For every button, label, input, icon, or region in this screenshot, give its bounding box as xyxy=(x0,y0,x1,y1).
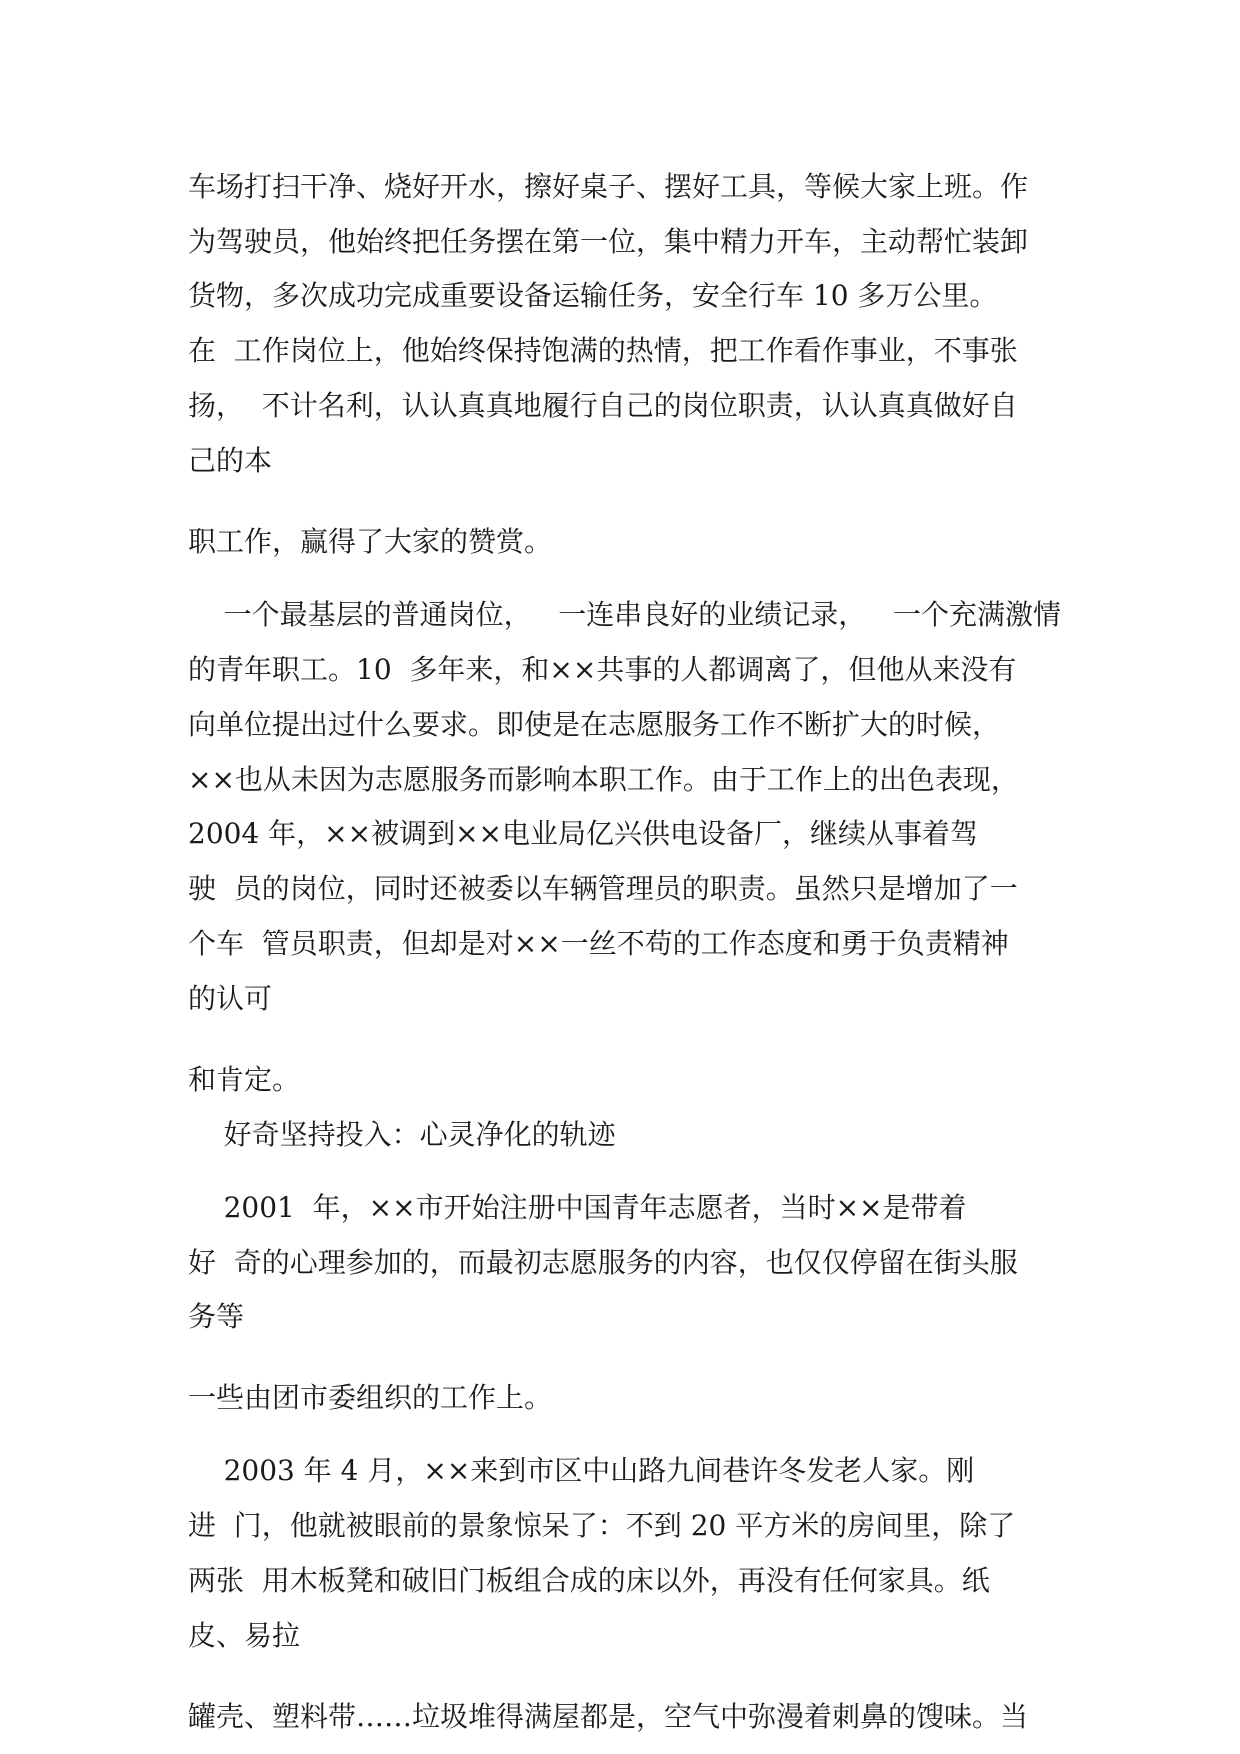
text-line: 一个最基层的普通岗位， 一连串良好的业绩记录， 一个充满激情 xyxy=(188,598,1062,631)
text-line: 车场打扫干净、烧好开水，擦好桌子、摆好工具，等候大家上班。作 xyxy=(188,170,1029,203)
text-line: 皮、易拉 xyxy=(188,1619,301,1652)
text-line: 好奇坚持投入：心灵净化的轨迹 xyxy=(188,1118,616,1151)
text-line: 个车 管员职责，但却是对××一丝不苟的工作态度和勇于负责精神 xyxy=(188,927,1009,960)
text-line: 己的本 xyxy=(188,444,273,477)
text-line: 扬， 不计名利，认认真真地履行自己的岗位职责，认认真真做好自 xyxy=(188,389,1018,422)
text-line: 驶 员的岗位，同时还被委以车辆管理员的职责。虽然只是增加了一 xyxy=(188,872,1018,905)
text-line: 2001 年，××市开始注册中国青年志愿者，当时××是带着 xyxy=(188,1191,967,1224)
text-line: 一些由团市委组织的工作上。 xyxy=(188,1381,553,1414)
text-line: 职工作，赢得了大家的赞赏。 xyxy=(188,525,553,558)
text-line: 在 工作岗位上，他始终保持饱满的热情，把工作看作事业，不事张 xyxy=(188,334,1018,367)
text-line: 进 门，他就被眼前的景象惊呆了：不到 20 平方米的房间里，除了 xyxy=(188,1509,1016,1542)
text-line: 和肯定。 xyxy=(188,1063,301,1096)
text-line: ××也从未因为志愿服务而影响本职工作。由于工作上的出色表现， xyxy=(188,763,1019,796)
text-line: 的青年职工。10 多年来，和××共事的人都调离了，但他从来没有 xyxy=(188,653,1017,686)
text-line: 两张 用木板凳和破旧门板组合成的床以外，再没有任何家具。纸 xyxy=(188,1564,990,1597)
text-line: 好 奇的心理参加的，而最初志愿服务的内容，也仅仅停留在街头服 xyxy=(188,1246,1018,1279)
text-line: 2004 年，××被调到××电业局亿兴供电设备厂，继续从事着驾 xyxy=(188,817,979,850)
text-line: 向单位提出过什么要求。即使是在志愿服务工作不断扩大的时候， xyxy=(188,708,1001,741)
text-line: 务等 xyxy=(188,1300,245,1333)
text-line: 2003 年 4 月，××来到市区中山路九间巷许冬发老人家。刚 xyxy=(188,1454,975,1487)
text-line: 的认可 xyxy=(188,982,273,1015)
text-line: 货物，多次成功完成重要设备运输任务，安全行车 10 多万公里。 xyxy=(188,279,998,312)
text-line: 为驾驶员，他始终把任务摆在第一位，集中精力开车，主动帮忙装卸 xyxy=(188,225,1029,258)
text-line: 罐壳、塑料带……垃圾堆得满屋都是，空气中弥漫着刺鼻的馊味。当 xyxy=(188,1700,1029,1733)
